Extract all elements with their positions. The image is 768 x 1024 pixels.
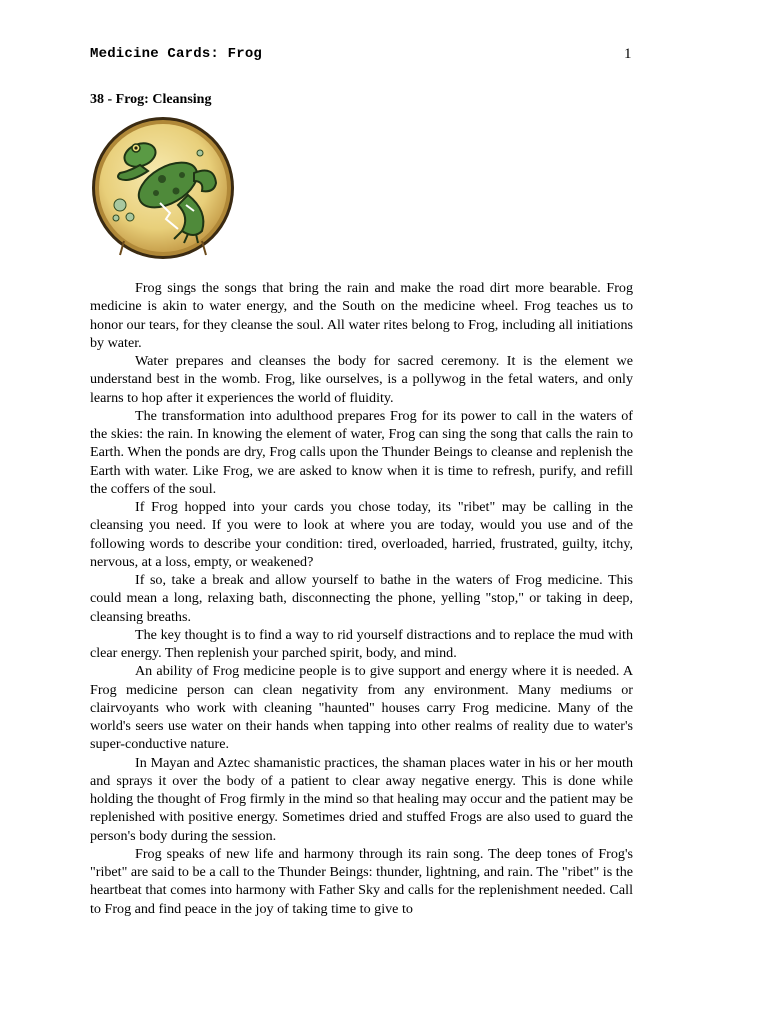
frog-medallion-icon xyxy=(90,113,236,263)
card-heading: 38 - Frog: Cleansing xyxy=(90,92,212,107)
paragraph: If Frog hopped into your cards you chose today, its "ribet" may be calling in the cleansing you need. If you were to look at where you are today, would you use and of the following words to describe your condition: tired, overloaded, harried, frustrated, guilty, itchy, nervous, at a loss, empty, or weakened? xyxy=(90,499,633,570)
paragraph: Frog speaks of new life and harmony through its rain song. The deep tones of Frog's "ribet" are said to be a call to the Thunder Beings: thunder, lightning, and rain. The "ribet" is the heartbeat that comes into harmony with Father Sky and calls for the replenishment needed. Call to Frog and find peace in the joy of taking time to give to xyxy=(90,845,633,917)
paragraph: Water prepares and cleanses the body for sacred ceremony. It is the element we understand best in the womb. Frog, like ourselves, is a pollywog in the fetal waters, and only learns to hop after it experiences the world of fluidity. xyxy=(90,353,633,406)
page-number: 1 xyxy=(624,46,632,62)
page-header-title: Medicine Cards: Frog xyxy=(90,46,263,62)
paragraph: If so, take a break and allow yourself to bathe in the waters of Frog medicine. This could mean a long, relaxing bath, disconnecting the phone, yelling "stop," or taking in deep, cleansing breaths. xyxy=(90,572,633,625)
paragraph: The key thought is to find a way to rid yourself distractions and to replace the mud with clear energy. Then replenish your parched spirit, body, and mind. xyxy=(90,626,633,661)
paragraph: In Mayan and Aztec shamanistic practices, the shaman places water in his or her mouth and sprays it over the body of a patient to clear away negative energy. This is done while holding the thought of Frog firmly in the mind so that healing may occur and the patient may be replenished with positive energy. Sometimes dried and stuffed Frogs are also used to guard the person's body during the session. xyxy=(90,754,633,844)
paragraph: Frog sings the songs that bring the rain and make the road dirt more bearable. Frog medicine is akin to water energy, and the South on the medicine wheel. Frog teaches us to honor our tears, for they cleanse the soul. All water rites belong to Frog, including all initiations by water. xyxy=(90,280,633,351)
paragraph: The transformation into adulthood prepares Frog for its power to call in the waters of the skies: the rain. In knowing the element of water, Frog can sing the song that calls the rain to Earth. When the ponds are dry, Frog calls upon the Thunder Beings to cleanse and replenish the Earth with water. Like Frog, we are asked to know when it is time to refresh, purify, and refill the coffers of the soul. xyxy=(90,407,633,497)
body-text xyxy=(90,279,633,918)
paragraph: An ability of Frog medicine people is to give support and energy where it is needed. A Frog medicine person can clean negativity from any environment. Many mediums or clairvoyants who work with cleaning "haunted" houses carry Frog medicine. Many of the world's seers use water on their hands when tapping into other realms of reality due to water's super-conductive nature. xyxy=(90,663,633,753)
